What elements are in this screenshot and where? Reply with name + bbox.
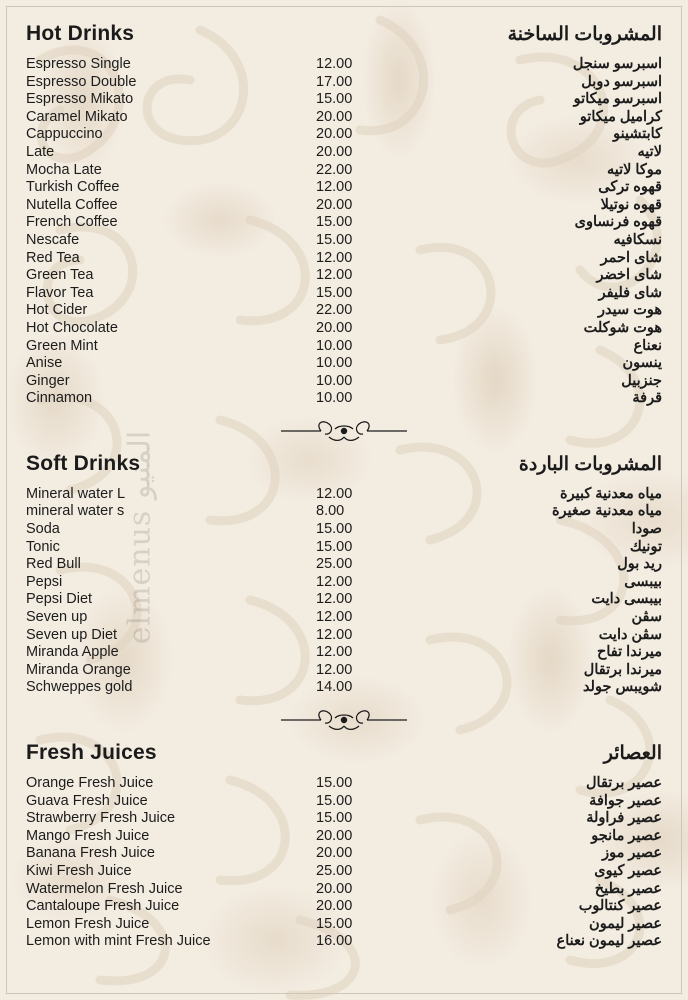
item-price: 15.00	[316, 810, 353, 827]
menu-item-row	[26, 933, 662, 951]
item-name-english: Watermelon Fresh Juice	[26, 880, 183, 897]
item-name-english: Seven up Diet	[26, 626, 118, 643]
menu-item-row	[26, 863, 662, 881]
item-name-english: mineral water s	[26, 503, 125, 520]
menu-item-row	[26, 627, 662, 645]
menu-section-hot-drinks	[26, 22, 662, 408]
item-price: 15.00	[316, 214, 353, 231]
item-name-arabic: قهوه تركى	[598, 179, 662, 196]
item-name-arabic: عصير مانجو	[591, 827, 662, 844]
item-name-arabic: عصير كيوى	[594, 862, 662, 879]
item-price: 20.00	[316, 319, 353, 336]
item-name-arabic: لاتيه	[637, 143, 662, 160]
item-name-english: Orange Fresh Juice	[26, 775, 154, 791]
item-price: 17.00	[316, 73, 353, 90]
item-name-english: Seven up	[26, 609, 88, 626]
item-name-arabic: عصير بطيخ	[594, 880, 662, 897]
item-price: 12.00	[316, 661, 353, 678]
item-price: 15.00	[316, 792, 353, 809]
item-price: 12.00	[316, 609, 353, 626]
menu-item-row	[26, 662, 662, 680]
section-title-arabic: العصائر	[603, 743, 662, 764]
item-price: 10.00	[316, 355, 353, 372]
section-header	[26, 741, 662, 765]
ornament-icon	[279, 417, 409, 445]
item-name-arabic: ميرندا تفاح	[597, 644, 662, 661]
item-name-arabic: عصير كنتالوب	[578, 898, 662, 915]
menu-item-row	[26, 373, 662, 391]
menu-item-row	[26, 828, 662, 846]
item-name-english: Nescafe	[26, 231, 80, 248]
item-name-arabic: هوت شوكلت	[583, 319, 662, 336]
menu-item-row	[26, 845, 662, 863]
item-price: 12.00	[316, 267, 353, 284]
item-name-arabic: ريد بول	[617, 556, 662, 573]
item-price: 15.00	[316, 775, 353, 791]
item-name-arabic: ميرندا برتقال	[583, 661, 662, 678]
item-name-english: Espresso Mikato	[26, 91, 134, 108]
section-divider-ornament	[26, 414, 662, 448]
item-name-arabic: شويبس جولد	[582, 679, 662, 696]
menu-item-row	[26, 881, 662, 899]
item-name-english: Miranda Apple	[26, 644, 119, 661]
ornament-icon	[279, 706, 409, 734]
item-price: 12.00	[316, 485, 353, 502]
item-price: 20.00	[316, 196, 353, 213]
item-name-arabic: اسبرسو سنجل	[572, 56, 662, 72]
watermark-text: elmenus المنيو	[122, 430, 158, 645]
menu-items-table	[26, 775, 662, 951]
item-name-arabic: هوت سيدر	[598, 302, 662, 319]
menu-item-row	[26, 355, 662, 373]
section-title-english: Fresh Juices	[26, 741, 157, 764]
item-name-english: Miranda Orange	[26, 661, 131, 678]
menu-item-row	[26, 793, 662, 811]
item-name-english: Flavor Tea	[26, 284, 94, 301]
item-name-arabic: عصير ليمون	[589, 915, 662, 932]
ornament-center-dot	[341, 717, 347, 723]
menu-item-row	[26, 320, 662, 338]
item-name-english: French Coffee	[26, 214, 118, 231]
item-price: 14.00	[316, 679, 353, 696]
menu-item-row	[26, 91, 662, 109]
menu-item-row	[26, 591, 662, 609]
menu-section-fresh-juices	[26, 741, 662, 951]
menu-item-row	[26, 810, 662, 828]
menu-item-row	[26, 916, 662, 934]
item-name-arabic: قهوه فرنساوى	[574, 214, 662, 231]
item-name-english: Late	[26, 143, 55, 160]
menu-item-row	[26, 214, 662, 232]
menu-item-row	[26, 250, 662, 268]
item-price: 22.00	[316, 161, 353, 178]
item-name-english: Cappuccino	[26, 126, 103, 143]
item-price: 15.00	[316, 91, 353, 108]
item-price: 12.00	[316, 573, 353, 590]
item-name-arabic: سڤن	[631, 609, 662, 626]
item-price: 15.00	[316, 521, 353, 538]
item-name-arabic: شاى فليفر	[598, 284, 662, 301]
menu-item-row	[26, 179, 662, 197]
menu-item-row	[26, 126, 662, 144]
item-name-english: Pepsi	[26, 573, 63, 590]
item-name-english: Kiwi Fresh Juice	[26, 862, 132, 879]
item-name-arabic: سڤن دايت	[598, 626, 662, 643]
menu-item-row	[26, 109, 662, 127]
item-name-english: Mango Fresh Juice	[26, 827, 150, 844]
section-title-english: Soft Drinks	[26, 451, 141, 475]
item-name-english: Soda	[26, 521, 60, 538]
menu-item-row	[26, 574, 662, 592]
item-name-arabic: كابتشينو	[613, 126, 662, 143]
item-name-arabic: ينسون	[622, 355, 662, 372]
menu-section-soft-drinks	[26, 452, 662, 697]
menu-item-row	[26, 56, 662, 74]
item-price: 10.00	[316, 337, 353, 354]
section-title-arabic: المشروبات الباردة	[518, 453, 662, 475]
item-name-english: Cantaloupe Fresh Juice	[26, 898, 180, 915]
item-name-arabic: بيبسى	[624, 573, 662, 590]
item-price: 10.00	[316, 372, 353, 389]
item-name-english: Ginger	[26, 372, 70, 389]
item-price: 16.00	[316, 933, 353, 950]
menu-item-row	[26, 197, 662, 215]
item-price: 20.00	[316, 880, 353, 897]
item-name-english: Turkish Coffee	[26, 179, 120, 196]
item-name-arabic: عصير برتقال	[586, 775, 662, 791]
item-name-english: Red Tea	[26, 249, 80, 266]
item-price: 12.00	[316, 56, 353, 72]
menu-item-row	[26, 74, 662, 92]
menu-item-row	[26, 486, 662, 504]
item-name-english: Hot Chocolate	[26, 319, 118, 336]
menu-item-row	[26, 503, 662, 521]
menu-item-row	[26, 162, 662, 180]
item-name-english: Espresso Single	[26, 56, 131, 72]
item-name-arabic: جنزبيل	[621, 372, 662, 389]
item-name-english: Green Mint	[26, 337, 98, 354]
section-header	[26, 22, 662, 46]
item-name-arabic: عصير موز	[602, 845, 662, 862]
item-name-english: Green Tea	[26, 267, 94, 284]
menu-items-table	[26, 486, 662, 697]
item-name-arabic: تونيك	[629, 538, 662, 555]
item-price: 10.00	[316, 390, 353, 407]
menu-item-row	[26, 898, 662, 916]
item-name-english: Cinnamon	[26, 390, 93, 407]
item-price: 20.00	[316, 126, 353, 143]
item-name-arabic: شاى اخضر	[596, 267, 662, 284]
item-name-english: Caramel Mikato	[26, 108, 128, 125]
item-name-arabic: اسبرسو ميكاتو	[573, 91, 662, 108]
item-name-english: Nutella Coffee	[26, 196, 118, 213]
item-name-arabic: عصير فراولة	[586, 810, 662, 827]
menu-item-row	[26, 775, 662, 793]
item-name-arabic: كراميل ميكاتو	[579, 108, 662, 125]
section-header	[26, 452, 662, 476]
menu-item-row	[26, 539, 662, 557]
item-price: 20.00	[316, 143, 353, 160]
item-name-english: Anise	[26, 355, 63, 372]
menu-item-row	[26, 302, 662, 320]
item-name-arabic: عصير جوافة	[589, 792, 662, 809]
menu-item-row	[26, 679, 662, 697]
item-price: 15.00	[316, 231, 353, 248]
item-price: 12.00	[316, 179, 353, 196]
item-name-english: Mineral water L	[26, 485, 126, 502]
item-price: 15.00	[316, 538, 353, 555]
item-price: 15.00	[316, 284, 353, 301]
item-price: 25.00	[316, 862, 353, 879]
menu-items-table	[26, 56, 662, 408]
item-name-arabic: مياه معدنية صغيرة	[551, 503, 662, 520]
item-price: 8.00	[316, 503, 345, 520]
item-name-english: Red Bull	[26, 556, 81, 573]
item-price: 12.00	[316, 644, 353, 661]
item-name-english: Lemon Fresh Juice	[26, 915, 150, 932]
menu-item-row	[26, 144, 662, 162]
item-name-english: Schweppes gold	[26, 679, 133, 696]
item-name-arabic: قهوه نوتيلا	[600, 196, 662, 213]
item-price: 15.00	[316, 915, 353, 932]
menu-item-row	[26, 556, 662, 574]
item-name-arabic: بيبسى دايت	[591, 591, 662, 608]
item-price: 20.00	[316, 845, 353, 862]
item-name-english: Mocha Late	[26, 161, 102, 178]
section-title-english: Hot Drinks	[26, 22, 135, 45]
section-divider-ornament	[26, 703, 662, 737]
menu-item-row	[26, 644, 662, 662]
item-price: 20.00	[316, 827, 353, 844]
item-name-arabic: موكا لاتيه	[606, 161, 662, 178]
item-name-english: Pepsi Diet	[26, 591, 93, 608]
item-name-arabic: مياه معدنية كبيرة	[559, 485, 662, 502]
item-price: 22.00	[316, 302, 353, 319]
item-name-arabic: عصير ليمون نعناع	[556, 933, 662, 950]
section-title-arabic: المشروبات الساخنة	[507, 24, 662, 45]
item-price: 20.00	[316, 898, 353, 915]
item-name-arabic: قرفة	[632, 390, 662, 407]
menu-item-row	[26, 609, 662, 627]
item-price: 12.00	[316, 626, 353, 643]
menu-item-row	[26, 338, 662, 356]
menu-item-row	[26, 232, 662, 250]
item-name-english: Banana Fresh Juice	[26, 845, 155, 862]
item-name-arabic: اسبرسو دوبل	[581, 73, 662, 90]
menu-item-row	[26, 285, 662, 303]
menu-item-row	[26, 521, 662, 539]
item-name-english: Strawberry Fresh Juice	[26, 810, 176, 827]
item-name-english: Lemon with mint Fresh Juice	[26, 933, 211, 950]
item-name-english: Guava Fresh Juice	[26, 792, 148, 809]
ornament-center-dot	[341, 428, 347, 434]
item-name-arabic: صودا	[631, 521, 662, 538]
item-name-arabic: نسكافيه	[613, 231, 662, 248]
menu-item-row	[26, 390, 662, 408]
menu-item-row	[26, 267, 662, 285]
item-price: 20.00	[316, 108, 353, 125]
item-name-arabic: شاى احمر	[600, 249, 662, 266]
item-price: 25.00	[316, 556, 353, 573]
item-price: 12.00	[316, 249, 353, 266]
item-name-english: Espresso Double	[26, 73, 137, 90]
item-price: 12.00	[316, 591, 353, 608]
item-name-english: Tonic	[26, 538, 60, 555]
item-name-english: Hot Cider	[26, 302, 88, 319]
item-name-arabic: نعناع	[633, 337, 662, 354]
